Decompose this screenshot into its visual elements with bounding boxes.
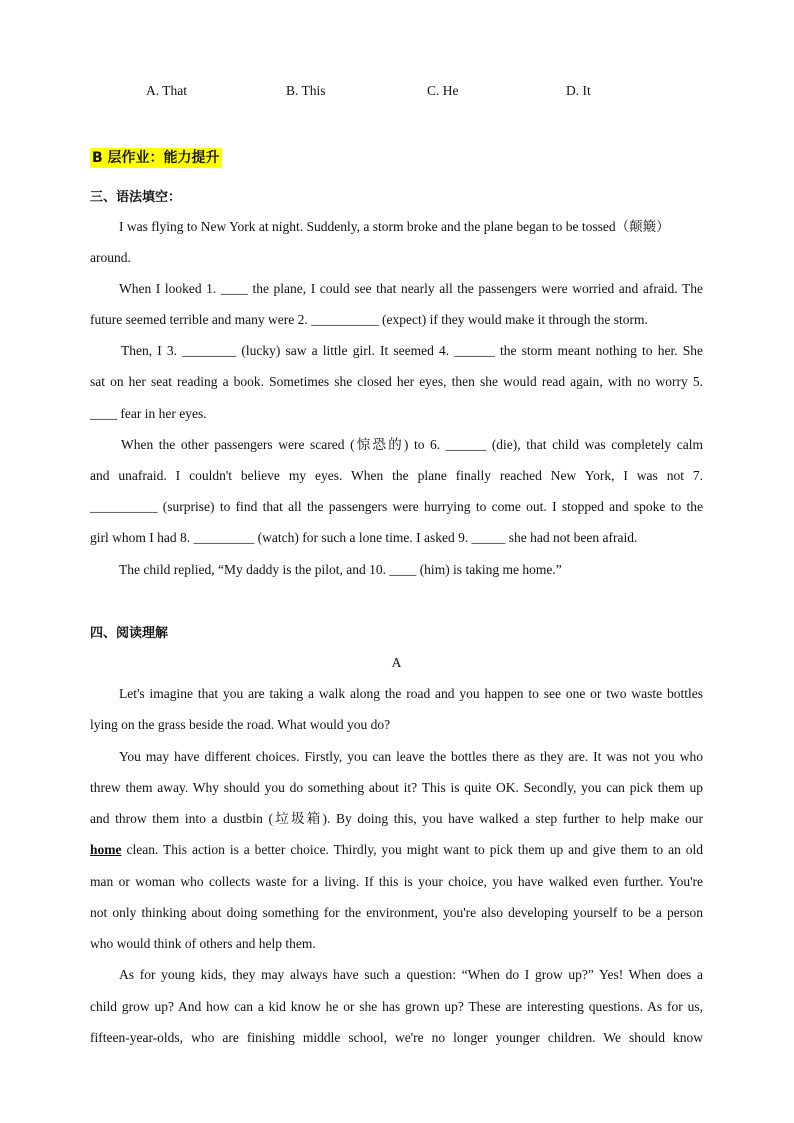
grammar-line: around. <box>90 250 131 265</box>
reading-line: Let's imagine that you are taking a walk along the road and you happen to see one or two waste bottles <box>119 686 703 701</box>
reading-line: As for young kids, they may always have such a question: “When do I grow up?” Yes! When does a <box>119 967 703 982</box>
grammar-line: __________ (surprise) to find that all the passengers were hurrying to come out. I stopped and spoke to the <box>90 499 703 514</box>
reading-line: lying on the grass beside the road. What would you do? <box>90 717 391 732</box>
option-b: B. This <box>286 83 326 98</box>
reading-line-rest: clean. This action is a better choice. Thirdly, you might want to pick them up and give them to an old <box>126 842 703 857</box>
home-word: home <box>90 842 122 857</box>
reading-line: who would think of others and help them. <box>90 936 316 951</box>
reading-line: not only thinking about doing something for the environment, you're also developing yourself to be a person <box>90 905 703 920</box>
grammar-line: and unafraid. I couldn't believe my eyes. When the plane finally reached New York, I was not 7. <box>90 468 703 483</box>
reading-heading: 四、阅读理解 <box>90 626 169 641</box>
grammar-line: When the other passengers were scared (惊恐的) to 6. ______ (die), that child was completely calm <box>121 437 703 452</box>
passage-label: A <box>391 655 402 670</box>
reading-line: fifteen-year-olds, who are finishing middle school, we're no longer younger children. We should know <box>90 1030 703 1045</box>
reading-line: threw them away. Why should you do something about it? This is quite OK. Secondly, you can pick them up <box>90 780 703 795</box>
grammar-line: ____ fear in her eyes. <box>90 406 207 421</box>
grammar-line: The child replied, “My daddy is the pilot, and 10. ____ (him) is taking me home.” <box>119 562 562 577</box>
grammar-line: Then, I 3. ________ (lucky) saw a little girl. It seemed 4. ______ the storm meant nothing to her. She <box>121 343 703 358</box>
answer-options <box>0 83 794 101</box>
grammar-line: sat on her seat reading a book. Sometimes she closed her eyes, then she would read again, with no worry 5. <box>90 374 703 389</box>
reading-line <box>90 841 703 859</box>
reading-line: and throw them into a dustbin (垃圾箱). By doing this, you have walked a step further to help make our <box>90 811 703 826</box>
grammar-line: future seemed terrible and many were 2. __________ (expect) if they would make it through the storm. <box>90 312 648 327</box>
grammar-line: When I looked 1. ____ the plane, I could see that nearly all the passengers were worried and afraid. The <box>119 281 703 296</box>
reading-line: man or woman who collects waste for a living. If this is your choice, you have walked even further. You're <box>90 874 703 889</box>
reading-line: child grow up? And how can a kid know he or she has grown up? These are interesting questions. As for us, <box>90 999 703 1014</box>
option-a: A. That <box>146 83 187 98</box>
grammar-line: girl whom I had 8. _________ (watch) for such a lone time. I asked 9. _____ she had not been afraid. <box>90 530 638 545</box>
grammar-line: I was flying to New York at night. Suddenly, a storm broke and the plane began to be tossed（颠簸） <box>119 219 670 234</box>
section-b-title: B 层作业：能力提升 <box>92 150 220 166</box>
grammar-heading: 三、语法填空： <box>90 190 182 205</box>
option-c: C. He <box>427 83 459 98</box>
option-d: D. It <box>566 83 591 98</box>
reading-line: You may have different choices. Firstly, you can leave the bottles there as they are. It was not you who <box>119 749 703 764</box>
